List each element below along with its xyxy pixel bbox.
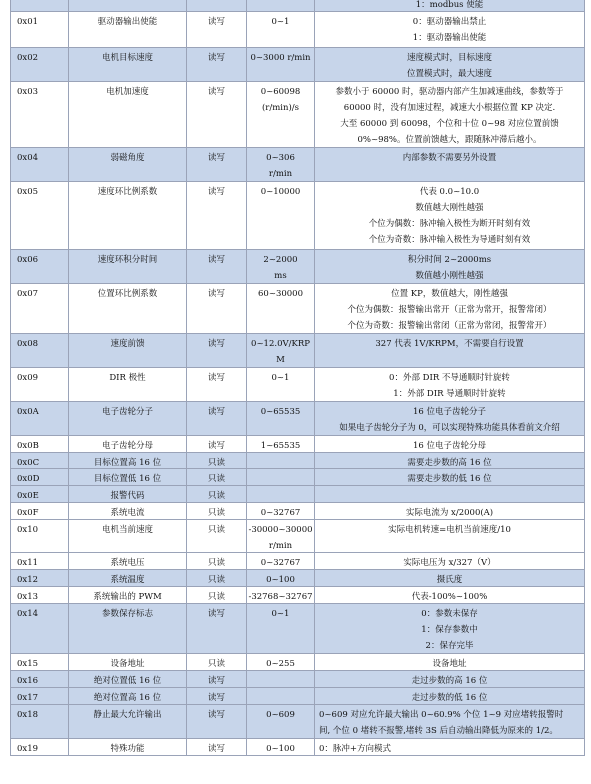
register-description-cell [315,148,585,182]
register-address-cell [10,469,69,486]
register-name: 电子齿轮分子 [101,407,153,417]
register-name-cell [69,368,187,402]
value-range-cell [247,402,315,436]
register-address: 0x09 [17,373,39,383]
access-mode-cell [187,368,247,402]
register-name-cell [69,48,187,82]
register-description-cell [315,570,585,587]
table-row [10,368,585,402]
register-description-cell [315,368,585,402]
value-range-cell [247,284,315,334]
register-description: 2：保存完毕 [425,641,474,651]
register-address: 0x06 [17,255,39,265]
register-description-cell [315,587,585,604]
register-description: 大至 60000 到 60098，个位和十位 0~98 对应位置前馈 [340,119,559,129]
table-row [10,570,585,587]
register-description: 数值越大刚性越强 [415,203,484,213]
value-range-cell [247,148,315,182]
register-description-cell [315,0,585,12]
access-mode: 读写 [207,339,225,349]
access-mode-cell [187,402,247,436]
register-description-cell [315,739,585,756]
access-mode: 读写 [207,710,225,720]
register-name-cell [69,705,187,739]
register-description: 位置 KP，数值越大，刚性越强 [391,289,508,299]
register-description: 如果电子齿轮分子为 0，可以实现特殊功能具体看前文介绍 [339,423,560,433]
access-mode-cell [187,671,247,688]
register-description-cell [315,705,585,739]
register-address: 0x17 [17,693,39,703]
register-name-cell [69,148,187,182]
access-mode: 读写 [207,17,225,27]
register-name-cell [69,688,187,705]
register-address: 0x12 [17,575,39,585]
value-range-cell [247,688,315,705]
register-description-cell [315,503,585,520]
register-address-cell [10,48,69,82]
access-mode-cell [187,503,247,520]
register-description-cell [315,436,585,453]
value-range: 0~32767 [260,558,301,568]
register-address: 0x11 [17,558,39,568]
register-description: 需要走步数的高 16 位 [407,458,492,468]
value-range: 0~10000 [260,187,301,197]
register-address-cell [10,486,69,503]
register-name-cell [69,503,187,520]
access-mode-cell [187,182,247,250]
register-description: 个位为奇数：脉冲输入极性为导通时刻有效 [368,235,531,245]
register-name: 设备地址 [110,659,145,669]
register-address: 0x19 [17,744,39,754]
register-address-cell [10,284,69,334]
register-address-cell [10,654,69,671]
register-name: 绝对位置低 16 位 [93,676,162,686]
register-name: 速度环比例系数 [97,187,158,197]
register-address: 0x0E [17,491,39,501]
register-address-cell [10,503,69,520]
value-range: 0~32767 [260,508,301,518]
register-name-cell [69,520,187,553]
register-name-cell [69,250,187,284]
table-row [10,250,585,284]
table-row [10,705,585,739]
register-address: 0x02 [17,53,39,63]
access-mode: 只读 [207,508,225,518]
table-row [10,469,585,486]
access-mode-cell [187,48,247,82]
table-row [10,520,585,553]
register-description: 需要走步数的低 16 位 [407,474,492,484]
register-address-cell [10,520,69,553]
value-range-cell [247,0,315,12]
access-mode: 只读 [207,525,225,535]
access-mode-cell [187,250,247,284]
access-mode-cell [187,739,247,756]
register-description-cell [315,182,585,250]
register-description: 0%~98%。位置前馈越大，跟随脉冲滞后越小。 [357,135,542,145]
register-description-cell [315,82,585,148]
register-description: 1：驱动器输出使能 [412,33,487,43]
value-range-cell [247,469,315,486]
access-mode: 读写 [207,87,225,97]
register-description: 速度模式时，目标速度 [406,53,492,63]
value-range: 0~12.0V/KRP [251,339,310,349]
value-range-cell [247,182,315,250]
register-address-cell [10,453,69,469]
register-description-cell [315,604,585,654]
register-address: 0x0B [17,441,39,451]
access-mode: 读写 [207,744,225,754]
table-row [10,553,585,570]
register-address-cell [10,705,69,739]
register-description: 内部参数不需要另外设置 [402,153,497,163]
register-address: 0x05 [17,187,39,197]
register-address-cell [10,402,69,436]
register-address-cell [10,739,69,756]
register-address: 0x03 [17,87,39,97]
value-range-cell [247,486,315,503]
register-description-cell [315,469,585,486]
access-mode-cell [187,148,247,182]
register-address-cell [10,182,69,250]
access-mode-cell [187,469,247,486]
register-address-cell [10,250,69,284]
register-name: 系统电流 [110,508,145,518]
value-range-cell [247,48,315,82]
register-description: 摄氏度 [436,575,463,585]
register-description: 积分时间 2~2000ms [407,255,492,265]
table-row [10,148,585,182]
register-address: 0x14 [17,609,39,619]
register-name-cell [69,587,187,604]
register-name-cell [69,654,187,671]
access-mode: 只读 [207,659,225,669]
access-mode-cell [187,486,247,503]
table-row [10,503,585,520]
register-description-cell [315,453,585,469]
value-range-cell [247,368,315,402]
register-name-cell [69,0,187,12]
register-description-cell [315,334,585,368]
register-name-cell [69,334,187,368]
register-address-cell [10,671,69,688]
register-name: 速度前馈 [110,339,145,349]
value-range-cell [247,82,315,148]
register-name-cell [69,604,187,654]
register-address: 0x04 [17,153,39,163]
access-mode-cell [187,705,247,739]
value-range: 0~1 [271,17,290,27]
register-description: 参数小于 60000 时，驱动器内部产生加减速曲线，参数等于 [335,87,564,97]
register-address: 0x01 [17,17,39,27]
register-address: 0x07 [17,289,39,299]
table-row [10,284,585,334]
access-mode: 读写 [207,187,225,197]
value-range: 60~30000 [258,289,303,299]
access-mode-cell [187,0,247,12]
value-range: 0~100 [266,575,295,585]
register-name-cell [69,12,187,48]
access-mode-cell [187,82,247,148]
access-mode: 读写 [207,153,225,163]
register-address-cell [10,334,69,368]
table-row [10,486,585,503]
register-name-cell [69,436,187,453]
value-range: 0~65535 [260,407,301,417]
register-address: 0x15 [17,659,39,669]
access-mode-cell [187,520,247,553]
value-range: ms [274,271,287,281]
access-mode-cell [187,604,247,654]
register-name-cell [69,182,187,250]
register-name: 系统电压 [110,558,145,568]
register-address-cell [10,82,69,148]
register-description: 走过步数的低 16 位 [411,693,488,703]
access-mode: 只读 [207,458,225,468]
register-name-cell [69,570,187,587]
register-description: 0：驱动器输出禁止 [412,17,487,27]
register-name: 报警代码 [110,491,145,501]
value-range-cell [247,12,315,48]
table-row [10,0,585,12]
register-description-cell [315,284,585,334]
register-address-cell [10,436,69,453]
register-name: 目标位置低 16 位 [93,474,162,484]
table-row [10,82,585,148]
table-row [10,436,585,453]
access-mode: 读写 [207,53,225,63]
value-range-cell [247,334,315,368]
register-name-cell [69,486,187,503]
value-range: 0~1 [271,609,290,619]
value-range-cell [247,739,315,756]
register-name-cell [69,739,187,756]
register-name: 特殊功能 [110,744,145,754]
register-description-cell [315,671,585,688]
register-name: 参数保存标志 [101,609,153,619]
register-description: 间, 个位 0 堵转不报警,堵转 3S 后自动输出降低为原来的 1/2。 [319,726,558,736]
register-description: 走过步数的高 16 位 [411,676,488,686]
register-name: 电机当前速度 [101,525,153,535]
value-range: 0~255 [266,659,295,669]
value-range: r/min [268,541,293,551]
value-range: r/min [268,169,293,179]
register-name: 绝对位置高 16 位 [93,693,162,703]
access-mode: 读写 [207,373,225,383]
register-name: 系统温度 [110,575,145,585]
access-mode: 只读 [207,558,225,568]
register-description: 代表 0.0~10.0 [419,187,480,197]
access-mode-cell [187,284,247,334]
value-range-cell [247,587,315,604]
access-mode: 读写 [207,693,225,703]
value-range: 0~306 [266,153,295,163]
register-description: 个位为偶数：报警输出常开（正常为常开，报警常闭） [347,305,552,315]
register-description: 1：modbus 使能 [415,0,484,10]
access-mode-cell [187,453,247,469]
register-name-cell [69,284,187,334]
register-description-cell [315,654,585,671]
table-row [10,182,585,250]
register-name: 静止最大允许输出 [93,710,162,720]
register-description: 16 位电子齿轮分子 [412,407,487,417]
register-name-cell [69,402,187,436]
register-name: 速度环积分时间 [97,255,158,265]
access-mode: 只读 [207,592,225,602]
table-row [10,688,585,705]
register-name-cell [69,671,187,688]
access-mode: 读写 [207,676,225,686]
table-row [10,671,585,688]
register-description: 位置模式时，最大速度 [406,69,492,79]
access-mode-cell [187,334,247,368]
register-name: 电子齿轮分母 [101,441,153,451]
table-row [10,48,585,82]
register-description: 0：参数未保存 [421,609,478,619]
table-row [10,654,585,671]
value-range-cell [247,671,315,688]
value-range: 0~3000 r/min [250,53,311,63]
register-description: 327 代表 1V/KRPM，不需要自行设置 [375,339,524,349]
register-address: 0x0A [17,407,39,417]
register-description: 0：外部 DIR 不导通顺时针旋转 [389,373,510,383]
register-name: 电机目标速度 [101,53,153,63]
access-mode: 读写 [207,407,225,417]
value-range: -32768~32767 [248,592,313,602]
access-mode-cell [187,688,247,705]
register-name-cell [69,453,187,469]
value-range: 0~609 [266,710,295,720]
access-mode: 读写 [207,255,225,265]
register-address-cell [10,688,69,705]
register-description-cell [315,553,585,570]
value-range: (r/min)/s [261,103,300,113]
value-range: M [276,355,285,365]
register-description-cell [315,250,585,284]
register-name: 系统输出的 PWM [93,592,162,602]
register-description: 60000 时，没有加速过程，减速大小根据位置 KP 决定. [343,103,556,113]
access-mode-cell [187,12,247,48]
register-description: 设备地址 [432,659,467,669]
register-description: 16 位电子齿轮分母 [412,441,487,451]
register-address: 0x18 [17,710,39,720]
value-range-cell [247,453,315,469]
register-name: 弱磁角度 [110,153,145,163]
value-range-cell [247,520,315,553]
table-row [10,739,585,756]
register-address-cell [10,368,69,402]
register-description: 实际电机转速=电机当前速度/10 [388,525,511,535]
register-address: 0x0D [17,474,40,484]
register-address-cell [10,12,69,48]
access-mode-cell [187,436,247,453]
register-address-cell [10,570,69,587]
value-range-cell [247,654,315,671]
register-name: 电机加速度 [106,87,149,97]
value-range: 2~2000 [263,255,298,265]
register-description: 个位为偶数：脉冲输入极性为断开时刻有效 [368,219,531,229]
register-name: 位置环比例系数 [97,289,158,299]
register-address: 0x0C [17,458,40,468]
register-description: 实际电流为 x/2000(A) [405,508,494,518]
register-address-cell [10,587,69,604]
value-range-cell [247,604,315,654]
table-row [10,402,585,436]
value-range-cell [247,705,315,739]
register-description-cell [315,48,585,82]
access-mode-cell [187,553,247,570]
register-description-cell [315,402,585,436]
register-address: 0x13 [17,592,39,602]
access-mode-cell [187,587,247,604]
register-description: 1：保存参数中 [421,625,478,635]
register-name-cell [69,469,187,486]
value-range: 1~65535 [260,441,301,451]
register-address-cell [10,0,69,12]
register-description: 个位为奇数：报警输出常闭（正常为常闭，报警常开） [347,321,552,331]
table-row [10,453,585,469]
register-address-cell [10,148,69,182]
register-description: 代表-100%~100% [411,592,488,602]
register-description: 0：脉冲+方向模式 [319,744,392,754]
register-name: 目标位置高 16 位 [93,458,162,468]
value-range-cell [247,503,315,520]
register-name-cell [69,82,187,148]
value-range-cell [247,436,315,453]
register-address: 0x08 [17,339,39,349]
access-mode-cell [187,654,247,671]
register-description-cell [315,520,585,553]
value-range-cell [247,250,315,284]
access-mode: 读写 [207,609,225,619]
register-description: 数值越小刚性越强 [415,271,484,281]
register-description-cell [315,688,585,705]
register-address: 0x10 [17,525,39,535]
register-description: 1：外部 DIR 导通顺时针旋转 [393,389,506,399]
register-description: 实际电压为 x/327（V） [403,558,496,568]
value-range: -30000~30000 [248,525,313,535]
register-description-cell [315,486,585,503]
access-mode: 读写 [207,289,225,299]
register-description-cell [315,12,585,48]
table-row [10,604,585,654]
register-name-cell [69,553,187,570]
access-mode: 读写 [207,441,225,451]
access-mode-cell [187,570,247,587]
access-mode: 只读 [207,474,225,484]
value-range: 0~100 [266,744,295,754]
access-mode: 只读 [207,575,225,585]
value-range: 0~1 [271,373,290,383]
register-name: DIR 极性 [109,373,146,383]
register-address-cell [10,553,69,570]
value-range-cell [247,570,315,587]
register-description: 0~609 对应允许最大输出 0~60.9% 个位 1~9 对应堵转报警时 [319,710,564,720]
table-row [10,334,585,368]
register-address: 0x16 [17,676,39,686]
value-range: 0~60098 [260,87,301,97]
access-mode: 只读 [207,491,225,501]
table-row [10,12,585,48]
value-range-cell [247,553,315,570]
register-name: 驱动器输出使能 [97,17,158,27]
register-address-cell [10,604,69,654]
register-address: 0x0F [17,508,39,518]
table-row [10,587,585,604]
